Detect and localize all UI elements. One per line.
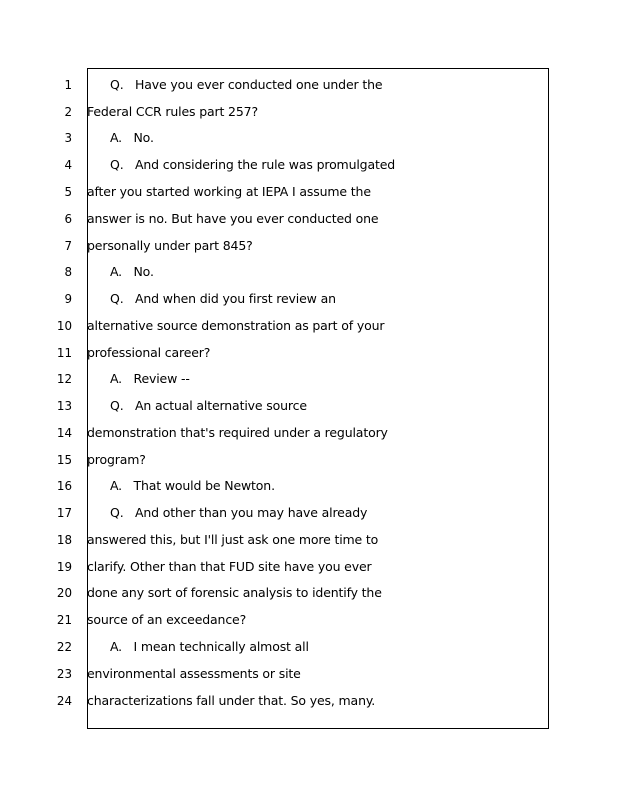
transcript-line [0, 691, 618, 711]
transcript-line [0, 557, 618, 577]
line-number: 16 [56, 478, 72, 493]
line-text: Q. And considering the rule was promulgated [110, 157, 396, 172]
line-text: A. That would be Newton. [110, 478, 275, 493]
line-number: 17 [56, 505, 72, 520]
line-number: 14 [56, 425, 72, 440]
line-text: Q. And other than you may have already [110, 505, 368, 520]
line-text: answered this, but I'll just ask one more time to [87, 532, 379, 547]
line-text: answer is no. But have you ever conducted one [87, 211, 379, 226]
transcript-line [0, 423, 618, 443]
line-text: alternative source demonstration as part of your [87, 318, 385, 333]
line-number: 20 [56, 585, 72, 600]
line-number: 19 [56, 559, 72, 574]
line-text: environmental assessments or site [87, 666, 301, 681]
line-number: 5 [64, 184, 72, 199]
transcript-line [0, 610, 618, 630]
transcript-line [0, 664, 618, 684]
transcript-line [0, 476, 618, 496]
line-text: done any sort of forensic analysis to identify the [87, 585, 382, 600]
line-number: 4 [64, 157, 72, 172]
transcript-line [0, 75, 618, 95]
line-text: professional career? [87, 345, 211, 360]
line-text: A. No. [110, 264, 154, 279]
line-number: 2 [64, 104, 72, 119]
line-number: 10 [56, 318, 72, 333]
line-number: 8 [64, 264, 72, 279]
line-number: 24 [56, 693, 72, 708]
transcript-line [0, 209, 618, 229]
transcript-line [0, 637, 618, 657]
transcript-line [0, 343, 618, 363]
transcript-line [0, 128, 618, 148]
line-text: Q. An actual alternative source [110, 398, 307, 413]
line-number: 9 [64, 291, 72, 306]
line-text: clarify. Other than that FUD site have you ever [87, 559, 372, 574]
transcript-line [0, 236, 618, 256]
transcript-line [0, 396, 618, 416]
transcript-line [0, 155, 618, 175]
line-number: 23 [56, 666, 72, 681]
transcript-line [0, 262, 618, 282]
line-number: 12 [56, 371, 72, 386]
line-number: 22 [56, 639, 72, 654]
line-text: characterizations fall under that. So yes, many. [87, 693, 376, 708]
line-text: personally under part 845? [87, 238, 253, 253]
transcript-line [0, 530, 618, 550]
line-text: after you started working at IEPA I assume the [87, 184, 371, 199]
line-number: 21 [56, 612, 72, 627]
transcript-line [0, 289, 618, 309]
line-text: source of an exceedance? [87, 612, 247, 627]
transcript-line [0, 583, 618, 603]
line-number: 15 [56, 452, 72, 467]
line-text: A. I mean technically almost all [110, 639, 309, 654]
line-number: 6 [64, 211, 72, 226]
line-text: A. No. [110, 130, 154, 145]
transcript-line [0, 316, 618, 336]
line-text: program? [87, 452, 146, 467]
line-text: Q. Have you ever conducted one under the [110, 77, 383, 92]
line-text: A. Review -- [110, 371, 190, 386]
line-number: 7 [64, 238, 72, 253]
line-number: 3 [64, 130, 72, 145]
line-number: 1 [64, 77, 72, 92]
line-text: Federal CCR rules part 257? [87, 104, 258, 119]
line-number: 13 [56, 398, 72, 413]
line-text: demonstration that's required under a regulatory [87, 425, 388, 440]
transcript-line [0, 369, 618, 389]
line-number: 18 [56, 532, 72, 547]
transcript-line [0, 102, 618, 122]
transcript-line [0, 503, 618, 523]
line-number: 11 [56, 345, 72, 360]
transcript-line [0, 450, 618, 470]
transcript-line [0, 182, 618, 202]
line-text: Q. And when did you first review an [110, 291, 336, 306]
